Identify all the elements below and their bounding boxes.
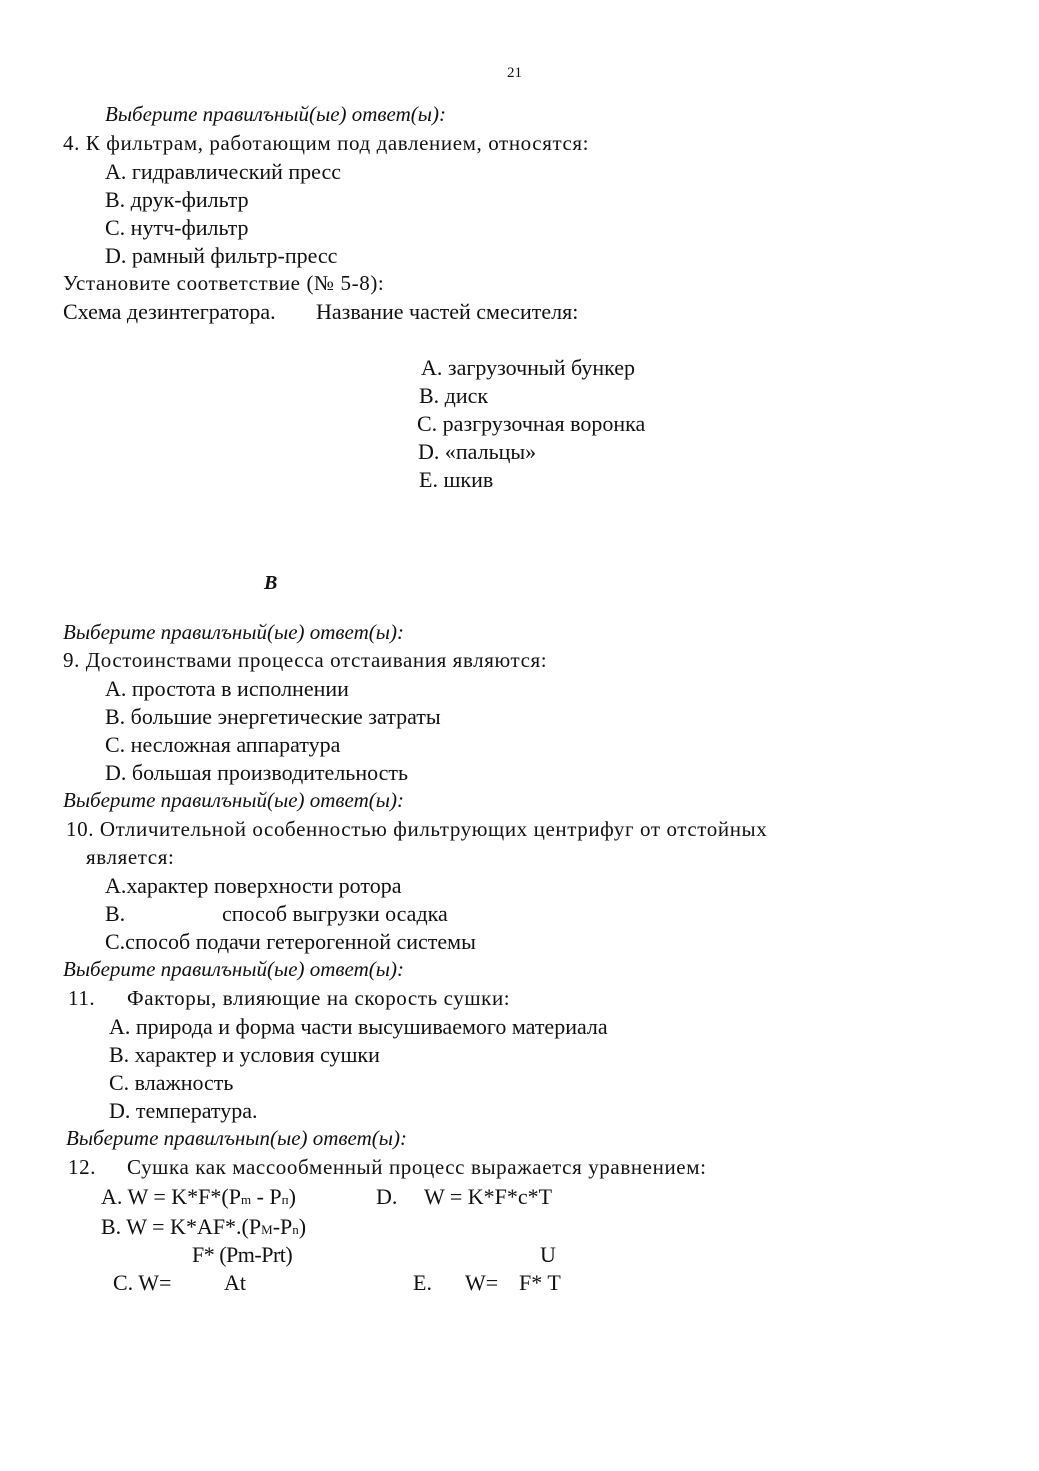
instruction-text: Выберите правилънып(ые) ответ(ы): [66,1126,407,1150]
q12-option-e-letter: E. [413,1270,432,1295]
q10-option-a: A.характер поверхности ротора [105,873,402,898]
match-option-e: E. шкив [419,467,494,492]
q11-option-a: A. природа и форма части высушиваемого материала [109,1014,608,1039]
q4-option-c: C. нутч-фильтр [105,215,249,240]
instruction-text: Выберите правилъный(ые) ответ(ы): [63,957,404,981]
instruction-text: Выберите правилъный(ые) ответ(ы): [105,102,446,126]
match-option-c: C. разгрузочная воронка [417,411,646,436]
question-12: Сушка как массообменный процесс выражается уравнением: [127,1155,707,1179]
q9-option-c: C. несложная аппаратура [105,732,341,757]
q11-option-c: C. влажность [109,1070,234,1095]
question-9: 9. Достоинствами процесса отстаивания являются: [63,648,548,672]
q11-option-d: D. температура. [109,1098,258,1123]
match-option-b: B. диск [419,383,489,408]
q9-option-b: B. большие энергетические затраты [105,704,441,729]
page-number: 21 [507,65,522,81]
q12-option-b: B. W = K*AF*.(PM-Pn) [101,1214,307,1239]
q10-option-b: способ выгрузки осадка [222,901,448,926]
q10-option-c: C.способ подачи гетерогенной системы [105,929,476,954]
figure-mark: B [264,572,278,594]
match-option-a: A. загрузочный бункер [421,355,635,380]
q12-option-c-label: C. W= [113,1270,172,1295]
question-10-line-2: является: [86,845,175,869]
match-option-d: D. «пальцы» [418,439,537,464]
scheme-label: Схема дезинтегратора. [63,299,276,324]
q10-option-b-letter: B. [105,901,126,926]
q12-option-e-formula: W= [465,1270,499,1295]
instruction-text: Выберите правилъный(ые) ответ(ы): [63,620,404,644]
q11-option-b: B. характер и условия сушки [109,1042,380,1067]
question-4: 4. К фильтрам, работающим под давлением, относятся: [63,131,590,155]
parts-label: Название частей смесителя: [316,299,579,324]
question-11-number: 11. [68,986,96,1010]
q12-option-e-denominator: F* T [519,1270,561,1295]
q12-option-a: A. W = K*F*(Pm - Pп) [101,1184,296,1209]
q4-option-b: B. друк-фильтр [105,187,249,212]
q4-option-a: A. гидравлический пресс [105,159,341,184]
q4-option-d: D. рамный фильтр-пресс [105,243,338,268]
match-instruction: Установите соответствие (№ 5-8): [63,271,385,295]
q12-option-d-letter: D. [376,1184,398,1209]
question-10-line-1: 10. Отличительной особенностью фильтрующих центрифуг от отстойных [66,817,768,841]
q12-option-e-numerator: U [540,1242,556,1267]
q12-option-d-formula: W = K*F*c*T [424,1184,553,1209]
q9-option-a: A. простота в исполнении [105,676,349,701]
q12-option-c-numerator: F* (Pm-Prt) [192,1242,293,1267]
question-11: Факторы, влияющие на скорость сушки: [127,986,511,1010]
q12-option-c-denominator: At [224,1270,246,1295]
instruction-text: Выберите правилъный(ые) ответ(ы): [63,788,404,812]
question-12-number: 12. [68,1155,97,1179]
q9-option-d: D. большая производительность [105,760,409,785]
